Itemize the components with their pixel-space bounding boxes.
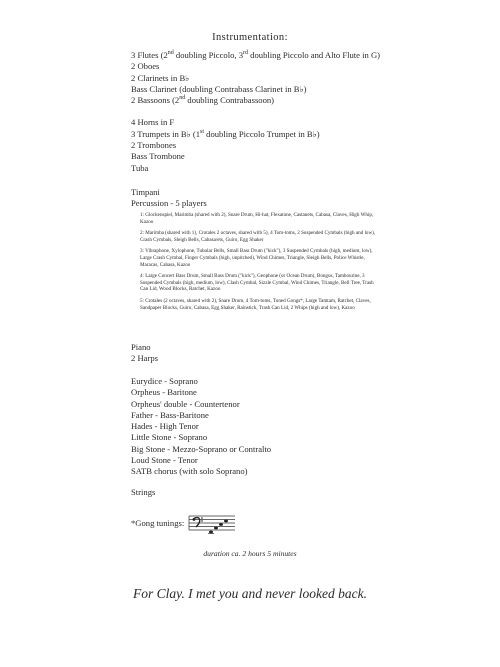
list-item: Orpheus - Baritone: [131, 387, 197, 398]
list-item: 2 Clarinets in B♭: [131, 72, 190, 83]
list-item: Bass Clarinet (doubling Contrabass Clarinet in B♭): [131, 83, 307, 94]
player-2: 2: Marimba (shared with 1), Crotales 2 octaves, shared with 5), 4 Tom-toms, 2 Suspended Cymbals (high and low), Crash Cymbals, Sleigh Bells, Cabasa/ets, Guiro, Egg Shaker: [140, 230, 376, 243]
gong-tunings-label: *Gong tunings:: [131, 518, 185, 528]
list-item: Tuba: [131, 162, 149, 173]
strings-label: [131, 487, 381, 498]
player-1: 1: Glockenspiel, Marimba (shared with 2), Snare Drum, Hi-hat, Flexatone, Castanets, Cabasa, Claves, High Whip, Kazoo: [140, 212, 374, 225]
list-item: 2 Trombones: [131, 140, 177, 151]
list-item: Loud Stone - Tenor: [131, 455, 198, 466]
list-item: Eurydice - Soprano: [131, 376, 198, 386]
list-item: Big Stone - Mezzo-Soprano or Contralto: [131, 443, 272, 454]
list-item: SATB chorus (with solo Soprano): [131, 466, 248, 477]
list-item: Bass Trombone: [131, 151, 185, 162]
player-3: 3: Vibraphone, Xylophone, Tubular Bells, Small Bass Drum ("kick"), 3 Suspended Cymbals (high, medium, low), Large Crash Cymbal, Finger Cymbals (high, unpitched), Wind Chimes, Triangle, Sleigh Bells, Police Whistle, Maracas, Cabasa, Kazoo: [140, 248, 373, 268]
list-item: 2 Bassoons (2nd doubling Contrabassoon): [131, 95, 275, 106]
percussion-players: [140, 212, 378, 316]
list-item: Father - Bass-Baritone: [131, 409, 209, 420]
keys-list: [131, 342, 381, 365]
list-item: 3 Trumpets in B♭ (1st doubling Piccolo Trumpet in B♭): [131, 128, 320, 139]
winds-brass-list: [131, 50, 381, 174]
dedication: For Clay. I met you and never looked back.: [133, 586, 367, 601]
list-item: Hades - High Tenor: [131, 421, 199, 432]
list-item: Strings: [131, 487, 156, 497]
list-item: 4 Horns in F: [131, 117, 175, 128]
list-item: Percussion - 5 players: [131, 198, 207, 209]
list-item: 3 Flutes (2nd doubling Piccolo, 3rd doubling Piccolo and Alto Flute in G): [131, 50, 381, 60]
list-item: 2 Oboes: [131, 61, 160, 72]
list-item: Timpani: [131, 187, 160, 197]
player-5: 5: Crotales (2 octaves, shared with 2), Snare Drum, 4 Tom-toms, Tuned Gongs*, Large Tamtam, Ratchet, Claves, Sandpaper Blocks, Guiro, Cabasa, Egg Shaker, Rainstick, Trash Can Lid, 2 Whips (high and low), Kazoo: [140, 297, 371, 311]
bass-clef-staff-icon: [187, 510, 239, 536]
player-4: 4: Large Concert Bass Drum, Small Bass Drum ("kick"), Geophone (or Ocean Drum), Bongos, Tambourine, 3 Suspended Cymbals (high, medium, low), Clash Cymbal, Sizzle Cymbal, Wind Chimes, Triangle, Bell Tree, Trash Can Lid, Wood Blocks, Ratchet, Kazoo: [140, 273, 374, 293]
percussion-header: [131, 187, 381, 210]
page-title: Instrumentation:: [212, 32, 288, 43]
voices-list: [131, 376, 381, 478]
list-item: Piano: [131, 342, 151, 352]
spacer: [131, 106, 381, 117]
list-item: 2 Harps: [131, 353, 158, 364]
list-item: Orpheus' double - Countertenor: [131, 398, 240, 409]
duration-note: duration ca. 2 hours 5 minutes: [203, 549, 297, 558]
gong-tunings: [131, 510, 239, 536]
list-item: Little Stone - Soprano: [131, 432, 208, 443]
